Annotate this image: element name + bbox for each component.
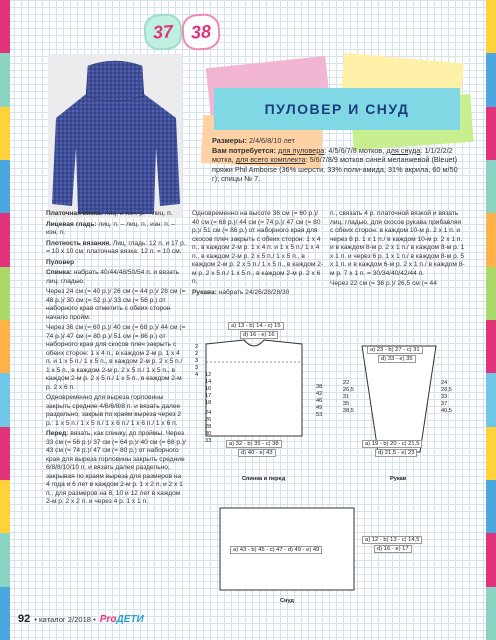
instructions-column-1 — [46, 210, 186, 509]
back-height-numbers: 38 42 46 49 53 — [316, 384, 323, 418]
garter-text: лиц. и изн. р. – лиц. п. — [104, 210, 173, 217]
garter-label: Платочная вязка: — [46, 210, 104, 217]
title-banner — [214, 88, 460, 130]
snood-qty: : 1/1/2/2/2 мотка, — [212, 145, 453, 165]
back-lower-numbers: 24 26 28 30 33 — [205, 410, 212, 444]
stockinette-label: Лицевая гладь: — [46, 220, 97, 228]
pullover-heading: Пуловер — [46, 258, 75, 266]
left-color-stripes — [0, 0, 10, 640]
back-caption: Спинка и перед — [242, 476, 286, 482]
sweater-photo — [48, 54, 182, 218]
snood-caption: Снуд — [280, 598, 294, 604]
instructions-column-2 — [192, 210, 327, 299]
back-armhole-numbers: 12 14 16 17 18 — [205, 372, 212, 406]
for-snood: для снуда — [386, 145, 421, 155]
magazine-logo: ProДЕТИ — [99, 614, 144, 625]
materials-info — [212, 136, 464, 184]
back-text: набрать 40/44/48/50/54 п. и вязать лиц. гладью. — [46, 269, 179, 285]
shoulder-paragraph: Одновременно на высоте 36 см (= 60 р.)/ 40 см (= 68 р.)/ 44 см (= 74 р.)/ 47 см (= 80 р.)/ 51 см (= 86 р.) от наборного края для скосов плеч закрыть с обеих сторон: 1 х 4 п., в каждом 2-м р. 1 х 4 п. и 1 х 5 п./ 1 х 4 п., в каждом 2-м р. 2 х 5 п./ 1 х 5 п., в каждом 2-м р. 2 х 5 п./ 1 х 5 п., в каждом 2-м р. 2 х 5 п./ 1 х 5 п., в каждом 2-м р. 2 х 6 п. — [192, 210, 324, 285]
front-text: вязать, как спинку, до проймы. Через 33 см (= 56 р.)/ 37 см (= 64 р.)/ 40 см (= 68 р.)/ 43 см (= 74 р.)/ 47 см (= 80 р.) от наборного края для выреза горловины закрыть средние 6/8/8/10/10 п. и вязать далее раздельно, закрывая по краям выреза для размеров на 4 года и 6 лет в каждом 2-м р. 1 х 2 п. и 2 х 1 п.; для размеров на 8, 10 и 12 лет в каждом 2-м р. 2 х 2 п. и через 4 р. 1 х 1 п. — [46, 430, 186, 505]
snood-height-label-2: d) 16 - e) 17 — [374, 545, 412, 553]
issue-label: • каталог 2/2018 • — [34, 615, 96, 624]
for-set: для всего комплекта — [235, 155, 306, 165]
right-color-stripes — [486, 0, 496, 640]
sleeve-bottom-label-2: d) 21,5 - e) 23 — [375, 449, 417, 457]
page-title: ПУЛОВЕР И СНУД — [264, 101, 410, 117]
back-label: Спинка: — [46, 269, 72, 276]
pullover-qty: : 4/5/6/7/8 — [324, 145, 357, 155]
sleeve-caption: Рукав — [390, 476, 407, 482]
sleeve-top-label-2: d) 33 - e) 35 — [378, 355, 416, 363]
instructions-column-3 — [330, 210, 466, 291]
sleeve-right-numbers: 24 28,5 33 37 40,5 — [441, 380, 452, 414]
gauge-text: Лиц. гладь: 12 п. и 17 р. = 10 х 10 см; платочная вязка: 12 п. = 10 см. — [46, 239, 186, 255]
page-footer — [18, 613, 144, 625]
sleeve-paragraph: п., связать 4 р. платочной вязкой и вязать лиц. гладью, для скосов рукава прибавляя с обеих сторон: в каждом 10-м р. 2 х 1 п. и через 8 р. 1 х 1 п./ в каждом 10-м р. 2 х 1 п. и в каждом 8-м р. 2 х 1 п./ в каждом 8-м р. 1 х 1 п. и через 6 р. 1 х 1 п./ в каждом 8-м р. 5 х 1 п. и в каждом 6-м р. 2 х 1 п./ в каждом 8-м р. 7 х 1 п. = 30/34/40/42/44 п. — [330, 210, 465, 277]
back-paragraph-2: Через 24 см (= 40 р.)/ 26 см (= 44 р.)/ 28 см (= 48 р.)/ 30 см (= 52 р.)/ 33 см (= 56 р.) от наборного края отметить с обеих сторон начало пройм. — [46, 288, 186, 321]
sleeves-label: Рукава: — [192, 288, 217, 296]
page-number: 92 — [18, 613, 31, 625]
model-number-badge: 37 — [143, 13, 183, 52]
back-shoulder-label: a) 13 - b) 14 - c) 15 — [228, 322, 284, 330]
model-number-badge-2: 38 — [181, 13, 221, 52]
sleeve-left-numbers: 22 26,5 31 35 38,5 — [343, 380, 354, 414]
back-width-label: a) 32 - b) 35 - c) 38 — [226, 440, 282, 448]
sleeves-text: набрать 24/26/28/28/30 — [218, 288, 290, 296]
skeins-word: мотков, — [358, 145, 385, 155]
back-paragraph-4: Одновременно для выреза горловины закрыть средние 4/6/6/8/8 п. и вязать далее раздельно, закрыв по краям выреза через 2 р.: 1 х 5 п./ 1 х 5 п./ 1 х 6 п./ 1 х 6 п./ 1 х 6 п. — [46, 394, 181, 427]
sizes-value: 2/4/6/8/10 лет — [248, 136, 295, 145]
back-width-label-2: d) 40 - e) 43 — [238, 449, 276, 457]
stockinette-text: лиц. п. – лиц. п., изн. п. – изн. п. — [46, 220, 176, 236]
sleeve-top-label: a) 23 - b) 27 - c) 31 — [367, 346, 423, 354]
set-qty: : 5/6/7/8/9 мотков синей меланжевой (Bleuet) пряжи Phil Amboise (36% шерсти, 33% поли-амида, 31% акрила, 60 м/50 г); спицы № 7. — [212, 155, 458, 184]
sizes-label: Размеры: — [212, 136, 247, 145]
gauge-label: Плотность вязания. — [46, 239, 112, 247]
back-neck-label: d) 16 - e) 16 — [240, 331, 278, 339]
sleeve-paragraph-2: Через 22 см (= 36 р.)/ 26,5 см (= 44 — [330, 280, 437, 287]
snood-width-label: a) 43 - b) 45 - c) 47 - d) 49 - e) 49 — [230, 546, 322, 554]
snood-height-label: a) 12 - b) 13 - c) 14,5 — [362, 536, 422, 544]
sweater-illustration — [48, 54, 182, 218]
sleeve-bottom-label: a) 19 - b) 20 - c) 21,5 — [362, 440, 422, 448]
back-left-numbers: 2 2 3 3 4 — [195, 344, 199, 378]
for-pullover: для пуловера — [278, 145, 325, 155]
front-label: Перед: — [46, 430, 69, 437]
need-label: Вам потребуется: — [212, 145, 276, 155]
back-paragraph-3: Через 36 см (= 60 р.)/ 40 см (= 68 р.)/ 44 см (= 74 р.)/ 47 см (= 80 р.)/ 51 см (= 86 р.) от наборного края для скосов плеч закрыть с обеих сторон: 1 х 4 п., в каждом 2-м р. 1 х 4 п. и 1 х 5 п./ 1 х 5 п., в каждом 2-м р. 2 х 5 п./ 1 х 5 п., в каждом 2-м р. 2 х 5 п./ 1 х 5 п., в каждом 2-м р. 2 х 5 п./ 1 х 5 п., в каждом 2-м р. 2 х 6 п. — [46, 324, 186, 391]
